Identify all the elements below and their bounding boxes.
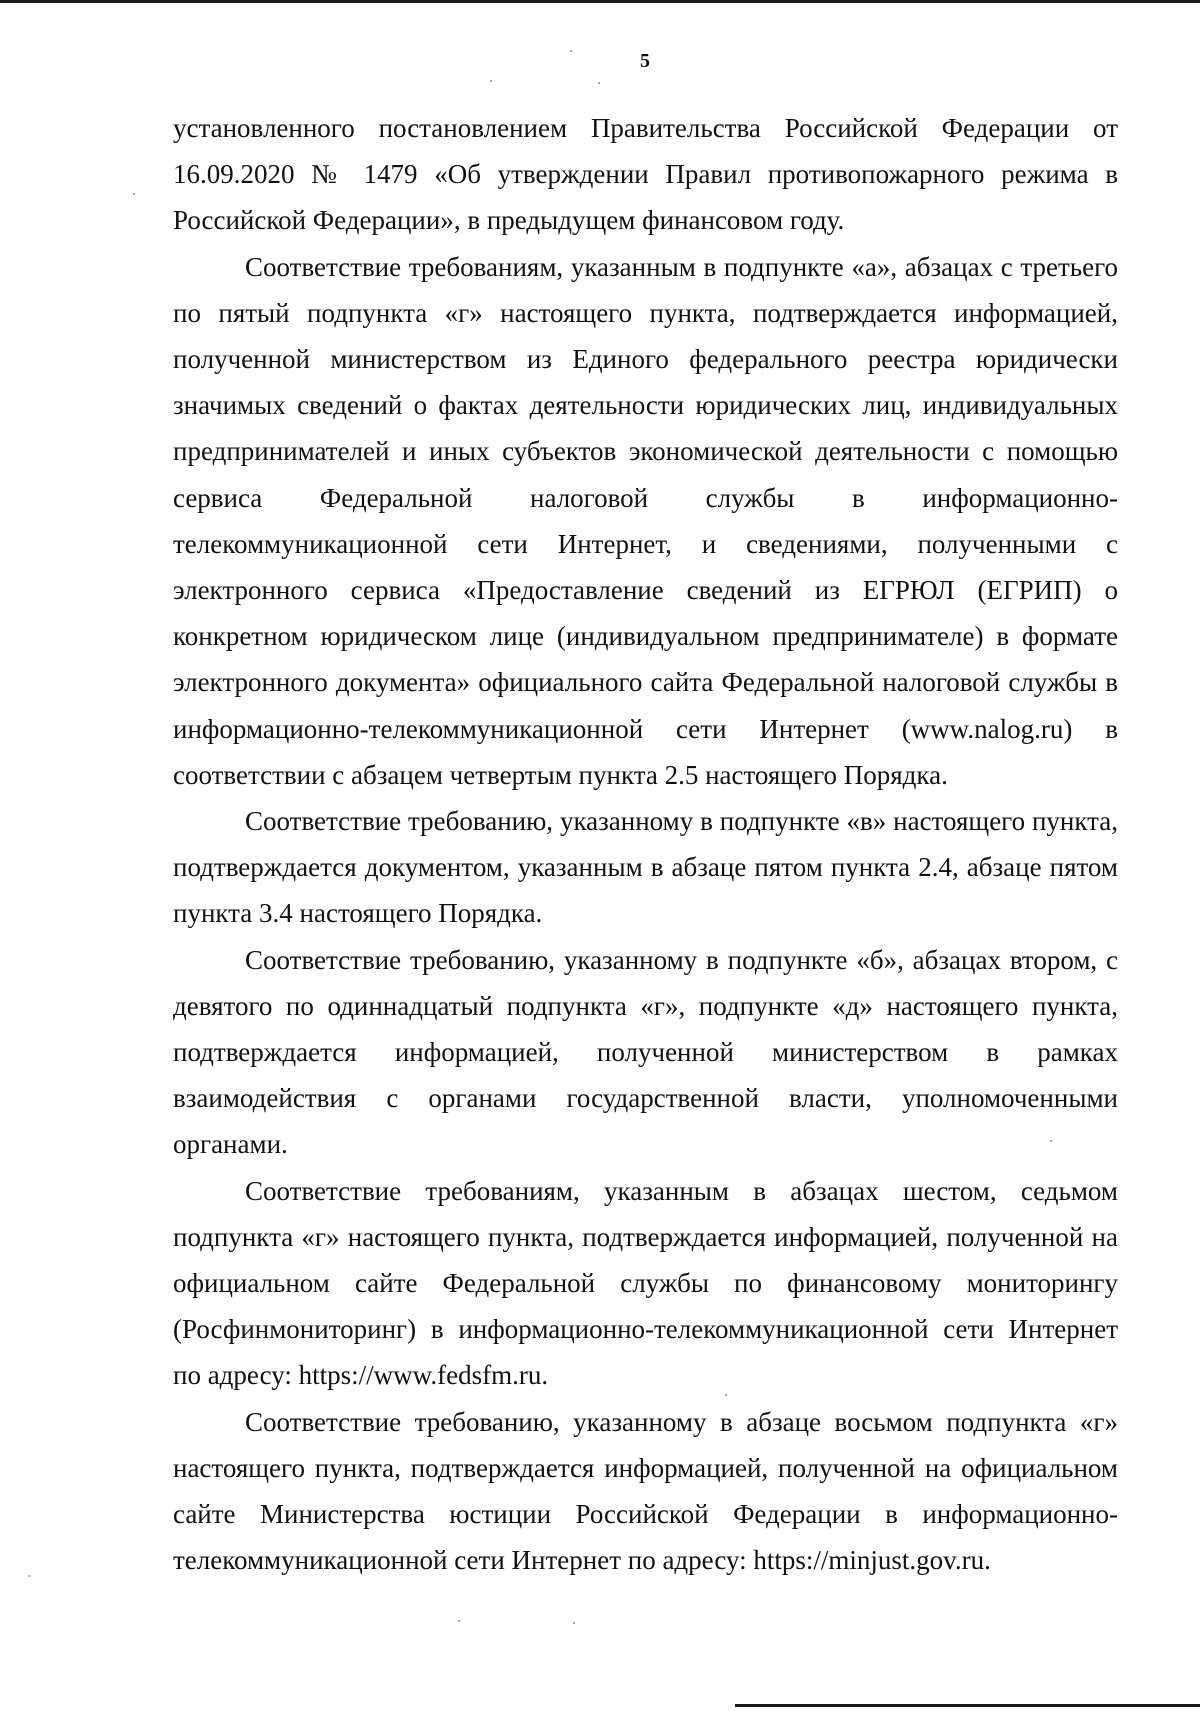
scan-speck: [573, 1622, 575, 1624]
scan-speck: [133, 193, 135, 195]
paragraph: Соответствие требованию, указанному в подпункте «б», абзацах втором, с девятого по одиннадцатый подпункта «г», подпункте «д» настоящего пункта, подтверждается информацией, полученной министерством в рамках взаимодействия с органами государственной власти, уполномоченными органами.: [173, 944, 1118, 1160]
page-number: 5: [640, 50, 650, 72]
paragraph: Соответствие требованию, указанному в подпункте «в» настоящего пункта, подтверждается документом, указанным в абзаце пятом пункта 2.4, абзаце пятом пункта 3.4 настоящего Порядка.: [173, 806, 1118, 929]
scan-speck: [725, 1394, 727, 1396]
scan-speck: [570, 50, 572, 52]
paragraph: Соответствие требованиям, указанным в подпункте «а», абзацах с третьего по пятый подпункта «г» настоящего пункта, подтверждается информацией, полученной министерством из Единого федерального реестра юридически значимых сведений о фактах деятельности юридических лиц, индивидуальных предпринимателей и иных субъектов экономической деятельности с помощью сервиса Федеральной налоговой службы в информационно-телекоммуникационной сети Интернет, и сведениями, полученными с электронного сервиса «Предоставление сведений из ЕГРЮЛ (ЕГРИП) о конкретном юридическом лице (индивидуальном предпринимателе) в формате электронного документа» официального сайта Федеральной налоговой службы в информационно-телекоммуникационной сети Интернет (www.nalog.ru) в соответствии с абзацем четвертым пункта 2.5 настоящего Порядка.: [173, 251, 1118, 790]
paragraph: Соответствие требованиям, указанным в абзацах шестом, седьмом подпункта «г» настоящего пункта, подтверждается информацией, полученной на официальном сайте Федеральной службы по финансовому мониторингу (Росфинмониторинг) в информационно-телекоммуникационной сети Интернет по адресу: https://www.fedsfm.ru.: [173, 1175, 1118, 1391]
paragraph-continuation: установленного постановлением Правительства Российской Федерации от 16.09.2020 № 1479 «Об утверждении Правил противопожарного режима в Российской Федерации», в предыдущем финансовом году.: [173, 113, 1118, 236]
scan-speck: [28, 1575, 30, 1577]
scan-speck: [598, 82, 600, 84]
scan-speck: [458, 1620, 460, 1622]
scan-speck: [490, 80, 492, 82]
paragraph: Соответствие требованию, указанному в абзаце восьмом подпункта «г» настоящего пункта, подтверждается информацией, полученной на официальном сайте Министерства юстиции Российской Федерации в информационно-телекоммуникационной сети Интернет по адресу: https://minjust.gov.ru.: [173, 1406, 1118, 1576]
scan-bottom-edge: [735, 1704, 1200, 1707]
document-body: [173, 105, 1118, 1584]
scan-speck: [1050, 1140, 1052, 1142]
scan-top-edge: [0, 0, 1200, 3]
